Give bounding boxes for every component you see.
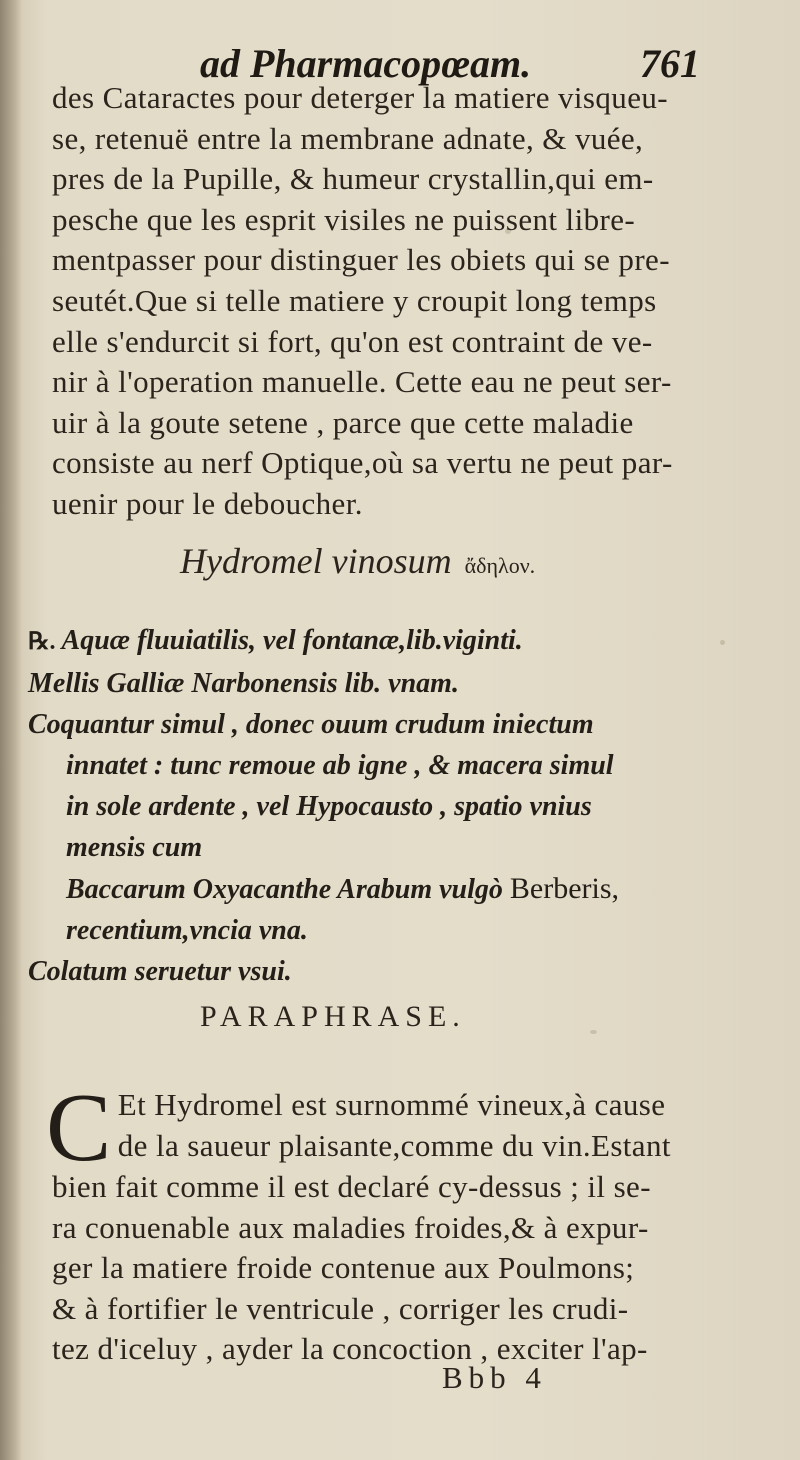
recipe-line: mensis cum bbox=[66, 832, 203, 863]
text-line: Et Hydromel est surnommé vineux,à cause bbox=[117, 1087, 666, 1122]
recipe-title-greek: ἄδηλον. bbox=[464, 553, 536, 578]
text-line: elle s'endurcit si fort, qu'on est contraint de ve- bbox=[52, 323, 653, 359]
text-line: pesche que les esprit visiles ne puissent libre- bbox=[52, 201, 636, 237]
text-line: tez d'iceluy , ayder la concoction , exciter l'ap- bbox=[52, 1331, 648, 1367]
text-line: bien fait comme il est declaré cy-dessus ; il se- bbox=[52, 1169, 651, 1204]
text-line: pres de la Pupille, & humeur crystallin,qui em- bbox=[52, 161, 654, 197]
text-line: de la saueur plaisante,comme du vin.Estant bbox=[117, 1127, 671, 1163]
text-line: ger la matiere froide contenue aux Poulmons; bbox=[52, 1250, 635, 1286]
recipe-title-latin: Hydromel vinosum bbox=[180, 541, 452, 581]
drop-cap: C bbox=[46, 1074, 112, 1182]
paragraph-paraphrase bbox=[46, 1074, 742, 1370]
recipe-line bbox=[28, 620, 768, 663]
berberis-upright: Berberis, bbox=[509, 872, 620, 905]
recipe-line-text: Aquæ fluuiatilis, vel fontanæ,lib.viginti. bbox=[61, 625, 523, 656]
recipe-line: in sole ardente , vel Hypocausto , spatio vnius bbox=[66, 791, 592, 822]
recipe-line: Coquantur simul , donec ouum crudum iniectum bbox=[28, 709, 594, 740]
text-line: mentpasser pour distinguer les obiets qui se pre- bbox=[52, 242, 670, 278]
recipe-line bbox=[28, 868, 768, 910]
text-line: uenir pour le deboucher. bbox=[52, 485, 363, 521]
recipe-line: innatet : tunc remoue ab igne , & macera simul bbox=[66, 750, 614, 781]
recipe-line: Mellis Galliæ Narbonensis lib. vnam. bbox=[28, 668, 459, 699]
text-line: des Cataractes pour deterger la matiere visqueu- bbox=[52, 80, 668, 115]
text-line: nir à l'operation manuelle. Cette eau ne peut ser- bbox=[52, 364, 672, 400]
running-head: ad Pharmacopœam. bbox=[200, 41, 532, 86]
berberis-italic: Baccarum Oxyacanthe Arabum vulgò bbox=[66, 874, 503, 905]
rx-symbol: ℞. bbox=[28, 629, 56, 655]
section-heading: PARAPHRASE. bbox=[200, 1000, 466, 1033]
text-line: consiste au nerf Optique,où sa vertu ne peut par- bbox=[52, 445, 673, 481]
text-line: uir à la goute setene , parce que cette maladie bbox=[52, 404, 634, 440]
page-spine-shadow bbox=[0, 0, 22, 1460]
page-number: 761 bbox=[640, 41, 700, 86]
signature-mark: Bbb 4 bbox=[442, 1360, 547, 1395]
recipe-line: Colatum seruetur vsui. bbox=[28, 956, 292, 987]
text-line: seutét.Que si telle matiere y croupit long temps bbox=[52, 282, 657, 318]
text-line: se, retenuë entre la membrane adnate, & vuée, bbox=[52, 120, 644, 156]
recipe-title bbox=[180, 540, 535, 582]
recipe-block bbox=[28, 620, 768, 992]
text-line: ra conuenable aux maladies froides,& à expur- bbox=[52, 1209, 649, 1245]
paper-speck bbox=[590, 1030, 597, 1034]
paragraph-cataracts bbox=[52, 78, 742, 525]
recipe-line: recentium,vncia vna. bbox=[66, 915, 308, 946]
text-line: & à fortifier le ventricule , corriger les crudi- bbox=[52, 1290, 629, 1326]
